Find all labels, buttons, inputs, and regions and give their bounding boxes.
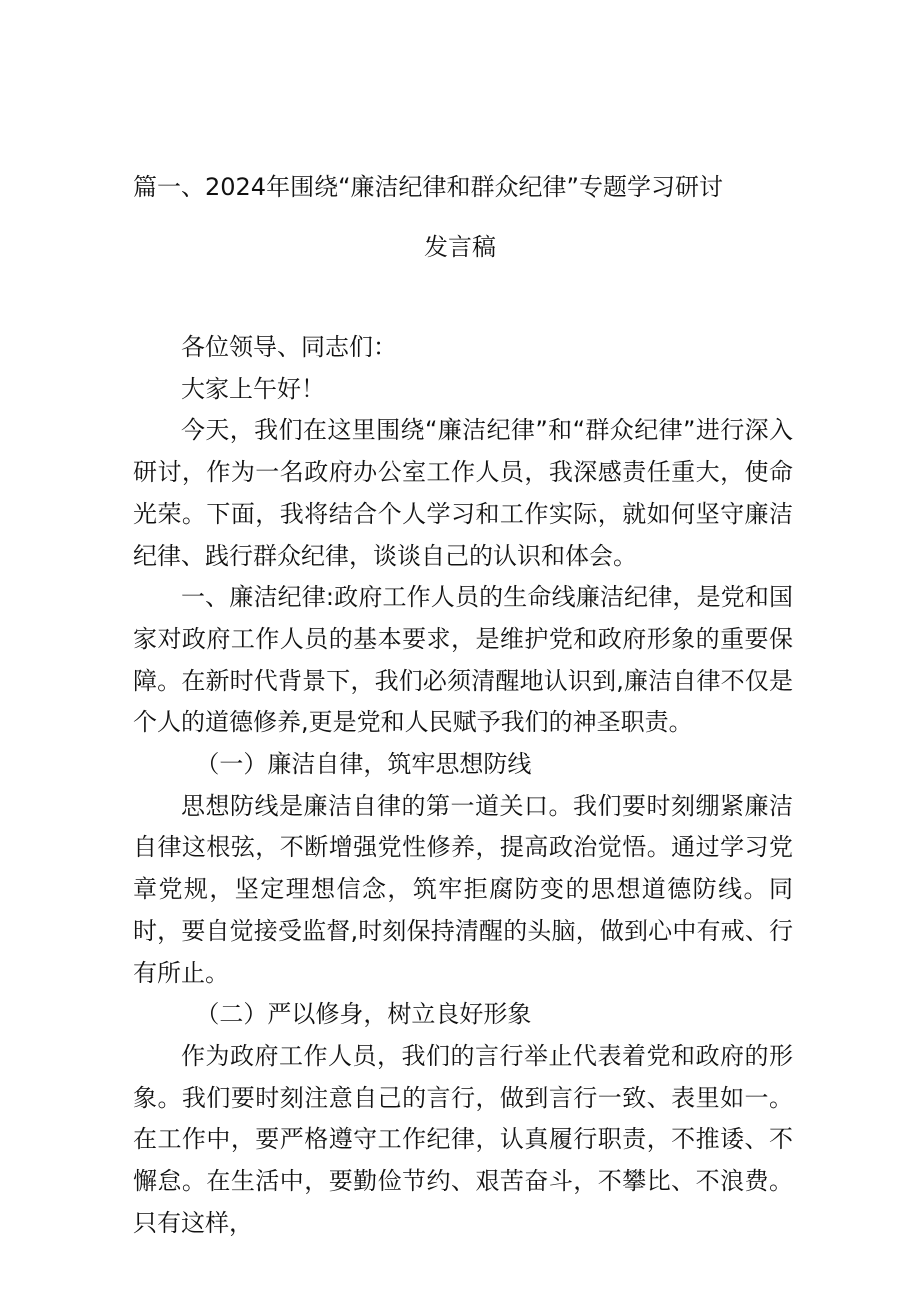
salutation: 各位领导、同志们： [181, 333, 397, 361]
document-title-line-1: 篇一、2024年围绕“廉洁纪律和群众纪律”专题学习研讨 [133, 173, 723, 201]
subheading-2: （二）严以修身，树立良好形象 [195, 1000, 532, 1029]
paragraph-subsection-2: 作为政府工作人员，我们的言行举止代表着党和政府的形象。我们要时刻注意自己的言行，做到言行一致、表里如一。在工作中，要严格遵守工作纪律，认真履行职责，不推诿、不懈怠。在生活中，要勤俭节约、艰苦奋斗，不攀比、不浪费。只有这样， [133, 1041, 793, 1237]
paragraph-subsection-1: 思想防线是廉洁自律的第一道关口。我们要时刻绷紧廉洁自律这根弦，不断增强党性修养，提高政治觉悟。通过学习党章党规，坚定理想信念，筑牢拒腐防变的思想道德防线。同时，要自觉接受监督,时刻保持清醒的头脑，做到心中有戒、行有所止。 [133, 791, 793, 987]
paragraph-section-1: 一、廉洁纪律:政府工作人员的生命线廉洁纪律，是党和国家对政府工作人员的基本要求，是维护党和政府形象的重要保障。在新时代背景下，我们必须清醒地认识到,廉洁自律不仅是个人的道德修养,更是党和人民赋予我们的神圣职责。 [133, 583, 793, 737]
greeting: 大家上午好！ [181, 374, 325, 403]
document-body [133, 327, 793, 1244]
document-title-line-2: 发言稿 [424, 233, 496, 261]
subheading-1: （一）廉洁自律，筑牢思想防线 [195, 750, 532, 779]
paragraph-intro: 今天，我们在这里围绕“廉洁纪律”和“群众纪律”进行深入研讨，作为一名政府办公室工作人员，我深感责任重大，使命光荣。下面，我将结合个人学习和工作实际，就如何坚守廉洁纪律、践行群众纪律，谈谈自己的认识和体会。 [133, 416, 793, 570]
